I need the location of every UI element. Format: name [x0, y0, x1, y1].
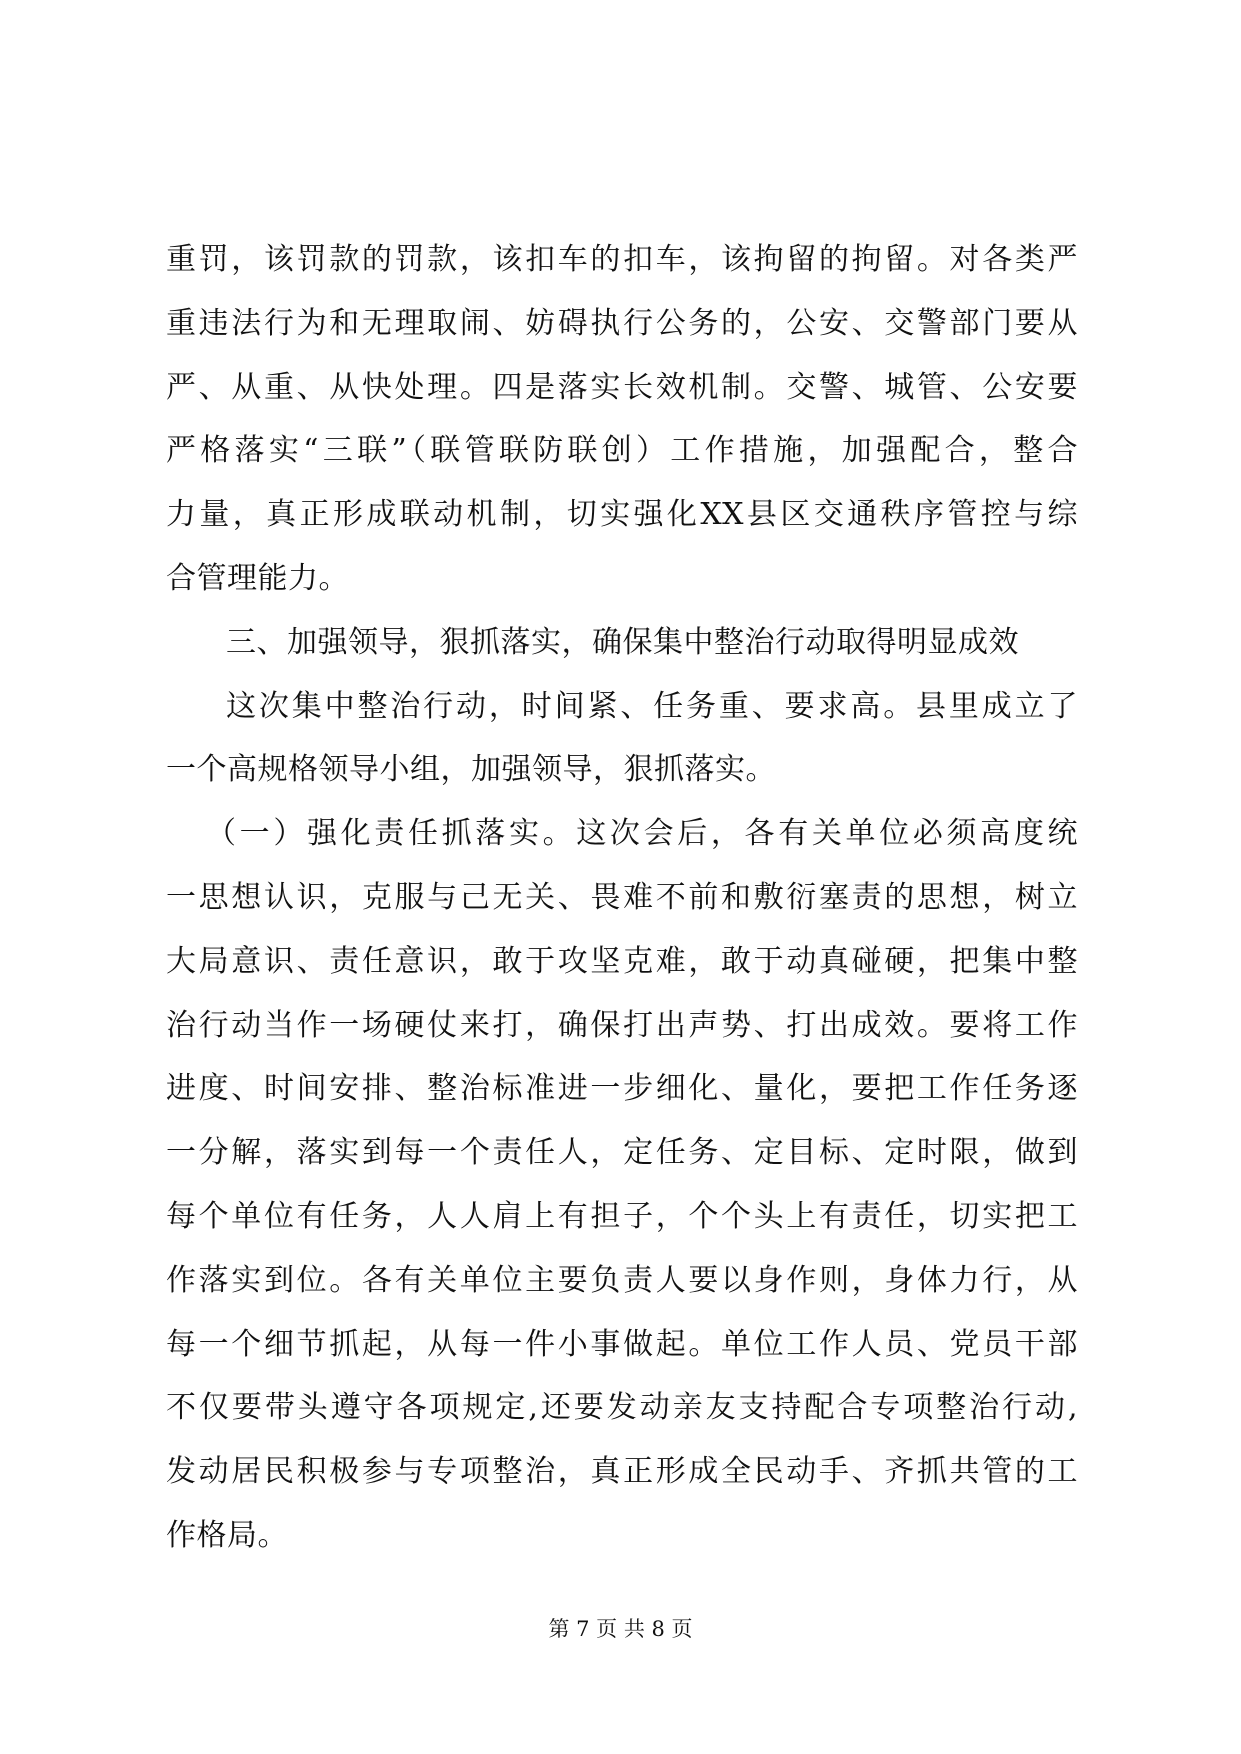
- text-line: 一分解，落实到每一个责任人，定任务、定目标、定时限，做到: [166, 1135, 1078, 1171]
- section-heading: 三、加强领导，狠抓落实，确保集中整治行动取得明显成效: [226, 624, 1019, 660]
- text-line: 每个单位有任务，人人肩上有担子，个个头上有责任，切实把工: [166, 1198, 1078, 1234]
- text-line: 一个高规格领导小组，加强领导，狠抓落实。: [166, 752, 776, 788]
- text-line: 作格局。: [166, 1517, 288, 1553]
- text-line: 发动居民积极参与专项整治，真正形成全民动手、齐抓共管的工: [166, 1454, 1078, 1490]
- text-line: 这次集中整治行动，时间紧、任务重、要求高。县里成立了: [226, 688, 1078, 724]
- text-line: 每一个细节抓起，从每一件小事做起。单位工作人员、党员干部: [166, 1326, 1078, 1362]
- text-line: 一思想认识，克服与己无关、畏难不前和敷衍塞责的思想，树立: [166, 879, 1078, 915]
- text-line: 严格落实“三联”（联管联防联创）工作措施，加强配合，整合: [166, 433, 1078, 469]
- text-line: 力量，真正形成联动机制，切实强化XX县区交通秩序管控与综: [166, 497, 1078, 533]
- text-line: 不仅要带头遵守各项规定,还要发动亲友支持配合专项整治行动,: [166, 1390, 1078, 1426]
- text-line: 合管理能力。: [166, 560, 349, 596]
- text-line: 治行动当作一场硬仗来打，确保打出声势、打出成效。要将工作: [166, 1007, 1078, 1043]
- page-number-footer: 第 7 页 共 8 页: [548, 1617, 693, 1641]
- subsection-heading-line: （一）强化责任抓落实。这次会后，各有关单位必须高度统: [206, 816, 1078, 852]
- text-line: 进度、时间安排、整治标准进一步细化、量化，要把工作任务逐: [166, 1071, 1078, 1107]
- text-line: 严、从重、从快处理。四是落实长效机制。交警、城管、公安要: [166, 369, 1078, 405]
- text-line: 重罚，该罚款的罚款，该扣车的扣车，该拘留的拘留。对各类严: [166, 242, 1078, 277]
- text-line: 大局意识、责任意识，敢于攻坚克难，敢于动真碰硬，把集中整: [166, 943, 1078, 979]
- text-line: 重违法行为和无理取闹、妨碍执行公务的，公安、交警部门要从: [166, 305, 1078, 341]
- body-text: [166, 228, 1078, 1568]
- text-line: 作落实到位。各有关单位主要负责人要以身作则，身体力行，从: [166, 1262, 1078, 1298]
